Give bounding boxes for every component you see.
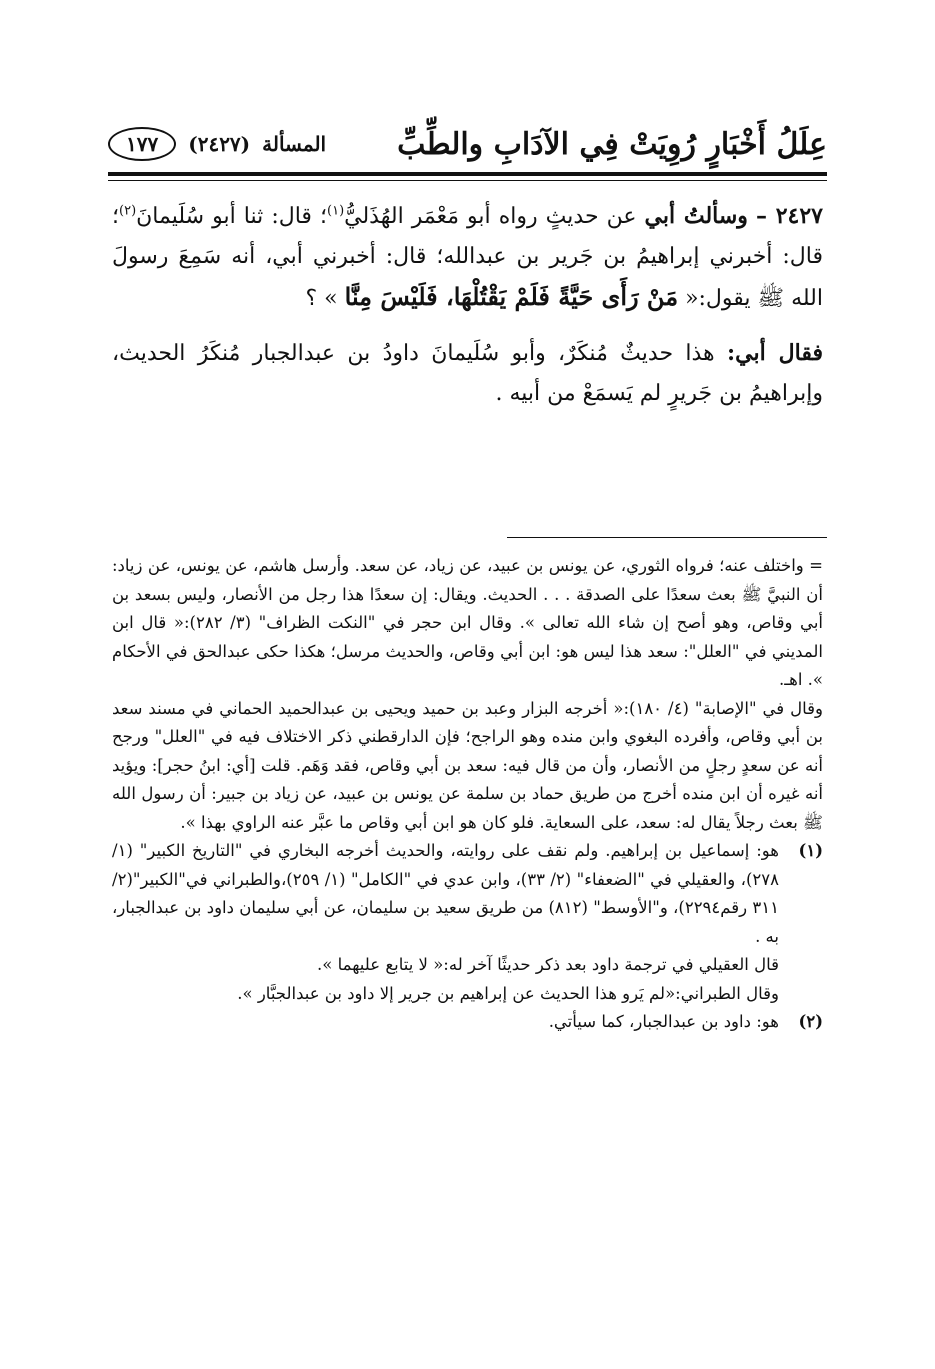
masala-number: (٢٤٢٧)	[188, 132, 251, 156]
footnote-continuation-1: = واختلف عنه؛ فرواه الثوري، عن يونس بن عبيد، عن زياد، عن سعد. وأرسل هاشم، عن يونس، عن زياد: أن النبيَّ ﷺ بعث سعدًا على الصدقة . . . الحديث. ويقال: إن سعدًا هذا رجل من الأنصار، وليس بسعد بن أبي وقاص، وهو أصح إن شاء الله تعالى ». وقال ابن حجر في "النكت الظراف" (٣/ ٢٨٢):« قال ابن المديني في "العلل": سعد هذا ليس هو: ابن أبي وقاص، والحديث مرسل؛ هكذا حكى عبدالحق في الأحكام ». اهـ.	[112, 556, 823, 689]
footnote-1	[112, 837, 823, 1008]
main-text	[112, 196, 823, 414]
header-meta	[108, 127, 326, 161]
issue-number: ٢٤٢٧ –	[755, 203, 823, 229]
masala-label: المسألة	[262, 132, 327, 156]
answer-paragraph	[112, 333, 823, 414]
footnote-continuation-2: وقال في "الإصابة" (٤/ ١٨٠):« أخرجه البزار وعبد بن حميد ويحيى بن عبدالحميد الحماني في مسند سعد بن أبي وقاص، وأفرده البغوي وابن منده وهو الراجح؛ فإن الدارقطني ذكر الاختلاف فيه في "العلل" ورجح أنه عن سعدٍ رجلٍ من الأنصار، وأن من قال فيه: سعد بن أبي وقاص، فقد وَهَم. قلت [أي: ابنُ حجر]: ويؤيد أنه غيره أن ابن منده أخرج من طريق حماد بن سلمة عن يونس بن عبيد، عن زياد بن جبير: أن رسول الله ﷺ بعث رجلاً يقال له: سعد، على السعاية. فلو كان هو ابن أبي وقاص ما عبَّر عنه الراوي بهذا ».	[112, 698, 823, 832]
question-text-b: ؛ قال: ثنا أبو سُلَيمانَ	[136, 204, 327, 229]
footnote-ref-1[interactable]: (١)	[327, 203, 345, 219]
footnote-2	[112, 1008, 823, 1037]
question-intro: وسألتُ أبي	[644, 203, 748, 229]
footnote-separator	[507, 537, 827, 538]
question-end: » ؟	[305, 286, 338, 311]
footnote-1-text-b: قال العقيلي في ترجمة داود بعد ذكر حديثًا آخر له:« لا يتابع عليهما ».	[317, 955, 779, 974]
running-title: عِلَلُ أَخْبَارٍ رُوِيَتْ فِي الآدَابِ والطِّبِّ	[397, 126, 827, 162]
footnote-2-marker: (٢)	[798, 1012, 823, 1031]
page-header	[108, 118, 827, 170]
question-text-c: ؛ قال: أخبرني إبراهيمُ بن جَرير بن عبدالله؛ قال: أخبرني أبي، أنه سَمِعَ رسولَ الله ﷺ يقول:«	[112, 204, 823, 311]
footnotes	[112, 552, 823, 1037]
question-paragraph	[112, 196, 823, 319]
question-text-a: عن حديثٍ رواه أبو مَعْمَر الهُذَليُّ	[344, 204, 637, 229]
answer-text: هذا حديثٌ مُنكَرٌ، وأبو سُلَيمانَ داودُ بن عبدالجبار مُنكَرُ الحديث، وإبراهيمُ بن جَريرٍ لم يَسمَعْ من أبيه .	[112, 341, 823, 406]
hadith-text: مَنْ رَأَى حَيَّةً فَلَمْ يَقْتُلْهَا، فَلَيْسَ مِنَّا	[344, 282, 679, 311]
header-rule-thick	[108, 172, 827, 176]
footnote-1-text-c: وقال الطبراني:«لم يَرو هذا الحديث عن إبراهيم بن جرير إلا داود بن عبدالجبَّار ».	[237, 983, 779, 1003]
footnote-1-marker: (١)	[798, 841, 823, 860]
answer-intro: فقال أبي:	[726, 340, 824, 366]
footnote-1-text-a: هو: إسماعيل بن إبراهيم. ولم نقف على روايته، والحديث أخرجه البخاري في "التاريخ الكبير" (١/ ٢٧٨)، والعقيلي في "الضعفاء" (٢/ ٣٣)، وابن عدي في "الكامل" (١/ ٢٥٩)،والطبراني في"الكبير"(٢/ ٣١١ رقم٢٢٩٤)، و"الأوسط" (٨١٢) من طريق سعيد بن سليمان، عن أبي سليمان داود بن عبدالجبار، به .	[112, 841, 779, 946]
footnote-ref-2[interactable]: (٢)	[119, 203, 137, 219]
page-number: ١٧٧	[108, 127, 176, 161]
footnote-2-text: هو: داود بن عبدالجبار، كما سيأتي.	[548, 1012, 779, 1031]
header-rule-thin	[108, 180, 827, 181]
